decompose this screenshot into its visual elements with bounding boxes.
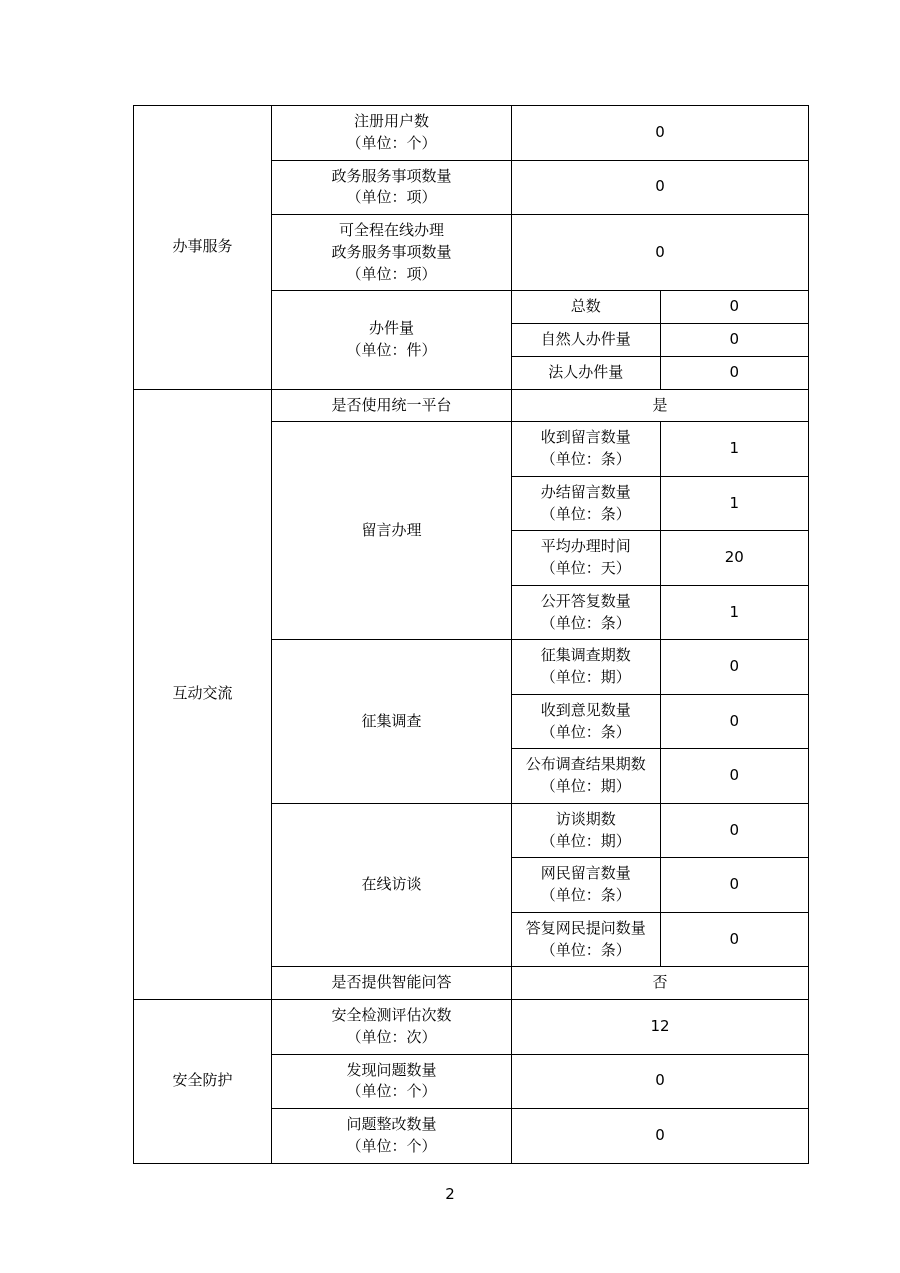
subitem-cell [512, 640, 661, 695]
subitem-label-line2: （单位：条） [540, 504, 631, 523]
table-row [134, 389, 809, 422]
subitem-label-line1: 法人办件量 [548, 362, 624, 381]
subitem-label-line2: （单位：天） [540, 559, 631, 577]
subitem-label-line1: 收到留言数量 [540, 428, 631, 447]
subitem-label-line1: 总数 [570, 297, 601, 316]
value-cell: 0 [660, 803, 809, 858]
category-cell-anquanfanghu: 安全防护 [134, 1000, 272, 1164]
table-row [134, 1000, 809, 1055]
item-label-line1: 问题整改数量 [346, 1115, 437, 1133]
value-cell: 1 [660, 476, 809, 531]
item-label-line1: 注册用户数 [353, 112, 429, 130]
item-label-line1: 在线访谈 [361, 875, 422, 894]
item-label-line1: 留言办理 [361, 520, 422, 539]
value-cell: 0 [512, 160, 809, 215]
value-cell: 0 [660, 291, 809, 324]
value-cell: 0 [512, 1054, 809, 1109]
value-cell: 0 [512, 215, 809, 291]
item-label-line2: （单位：个） [346, 1082, 437, 1101]
item-cell-zaixianfangtan [272, 803, 512, 967]
value-cell: 12 [512, 1000, 809, 1055]
item-cell [272, 967, 512, 1000]
subitem-label-line1: 征集调查期数 [540, 646, 631, 665]
value-cell: 1 [660, 585, 809, 640]
subitem-cell [512, 356, 661, 389]
value-cell: 0 [660, 324, 809, 357]
subitem-cell [512, 324, 661, 357]
item-label-line1: 政务服务事项数量 [331, 166, 452, 185]
subitem-cell [512, 749, 661, 804]
item-label-line2: （单位：次） [346, 1027, 437, 1046]
subitem-label-line2: （单位：条） [540, 940, 631, 959]
subitem-label-line1: 自然人办件量 [540, 330, 631, 348]
category-cell-banshifuwu: 办事服务 [134, 106, 272, 390]
value-cell: 是 [512, 389, 809, 422]
subitem-label-line2: （单位：期） [540, 831, 631, 850]
value-cell: 0 [660, 858, 809, 913]
subitem-label-line1: 访谈期数 [555, 809, 616, 828]
subitem-cell [512, 476, 661, 531]
item-cell-liuyanbanli [272, 422, 512, 640]
item-label-line2: （单位：项） [346, 188, 437, 207]
value-cell: 0 [512, 106, 809, 161]
value-cell: 1 [660, 422, 809, 477]
subitem-label-line1: 办结留言数量 [540, 482, 631, 501]
subitem-label-line1: 网民留言数量 [540, 864, 631, 883]
subitem-label-line1: 公布调查结果期数 [525, 755, 646, 774]
item-cell [272, 1000, 512, 1055]
subitem-label-line1: 收到意见数量 [540, 700, 631, 719]
subitem-label-line1: 答复网民提问数量 [525, 918, 646, 937]
subitem-label-line2: （单位：期） [540, 777, 631, 795]
subitem-label-line1: 公开答复数量 [540, 591, 631, 610]
item-label-line1: 发现问题数量 [346, 1060, 437, 1079]
item-label-line2: （单位：个） [346, 133, 437, 152]
government-website-report-table [133, 105, 809, 1164]
item-label-line2: （单位：项） [346, 264, 437, 283]
item-label-line1: 办件量 [368, 319, 414, 338]
value-cell: 否 [512, 967, 809, 1000]
subitem-label-line2: （单位：条） [540, 613, 631, 632]
subitem-cell [512, 803, 661, 858]
value-cell: 0 [660, 356, 809, 389]
item-cell [272, 160, 512, 215]
value-cell: 0 [512, 1109, 809, 1164]
subitem-label-line1: 平均办理时间 [540, 537, 631, 556]
subitem-cell [512, 291, 661, 324]
value-cell: 0 [660, 912, 809, 967]
item-cell [272, 389, 512, 422]
report-table-wrapper [133, 105, 793, 1164]
item-cell [272, 1054, 512, 1109]
subitem-cell [512, 858, 661, 913]
page-number: 2 [445, 1185, 455, 1203]
item-cell [272, 1109, 512, 1164]
subitem-label-line2: （单位：期） [540, 668, 631, 686]
item-label-line1b: 政务服务事项数量 [331, 242, 452, 261]
item-label-line1: 可全程在线办理 [338, 221, 444, 239]
value-cell: 0 [660, 640, 809, 695]
item-cell-banjianliang [272, 291, 512, 389]
item-label-line1: 安全检测评估次数 [331, 1006, 452, 1024]
item-label-line2: （单位：件） [346, 340, 437, 359]
item-label-line1: 是否提供智能问答 [331, 973, 452, 992]
subitem-label-line2: （单位：条） [540, 450, 631, 468]
item-cell [272, 215, 512, 291]
value-cell: 20 [660, 531, 809, 586]
value-cell: 0 [660, 694, 809, 749]
subitem-cell [512, 585, 661, 640]
item-label-line2: （单位：个） [346, 1136, 437, 1155]
subitem-cell [512, 422, 661, 477]
value-cell: 0 [660, 749, 809, 804]
table-row [134, 106, 809, 161]
item-label-line1: 是否使用统一平台 [331, 395, 452, 414]
subitem-cell [512, 694, 661, 749]
item-cell [272, 106, 512, 161]
subitem-cell [512, 912, 661, 967]
item-cell-zhengjidiaocha [272, 640, 512, 804]
subitem-label-line2: （单位：条） [540, 722, 631, 741]
subitem-label-line2: （单位：条） [540, 886, 631, 904]
subitem-cell [512, 531, 661, 586]
item-label-line1: 征集调查 [361, 711, 422, 730]
category-cell-hudongjiaoliu: 互动交流 [134, 389, 272, 1000]
